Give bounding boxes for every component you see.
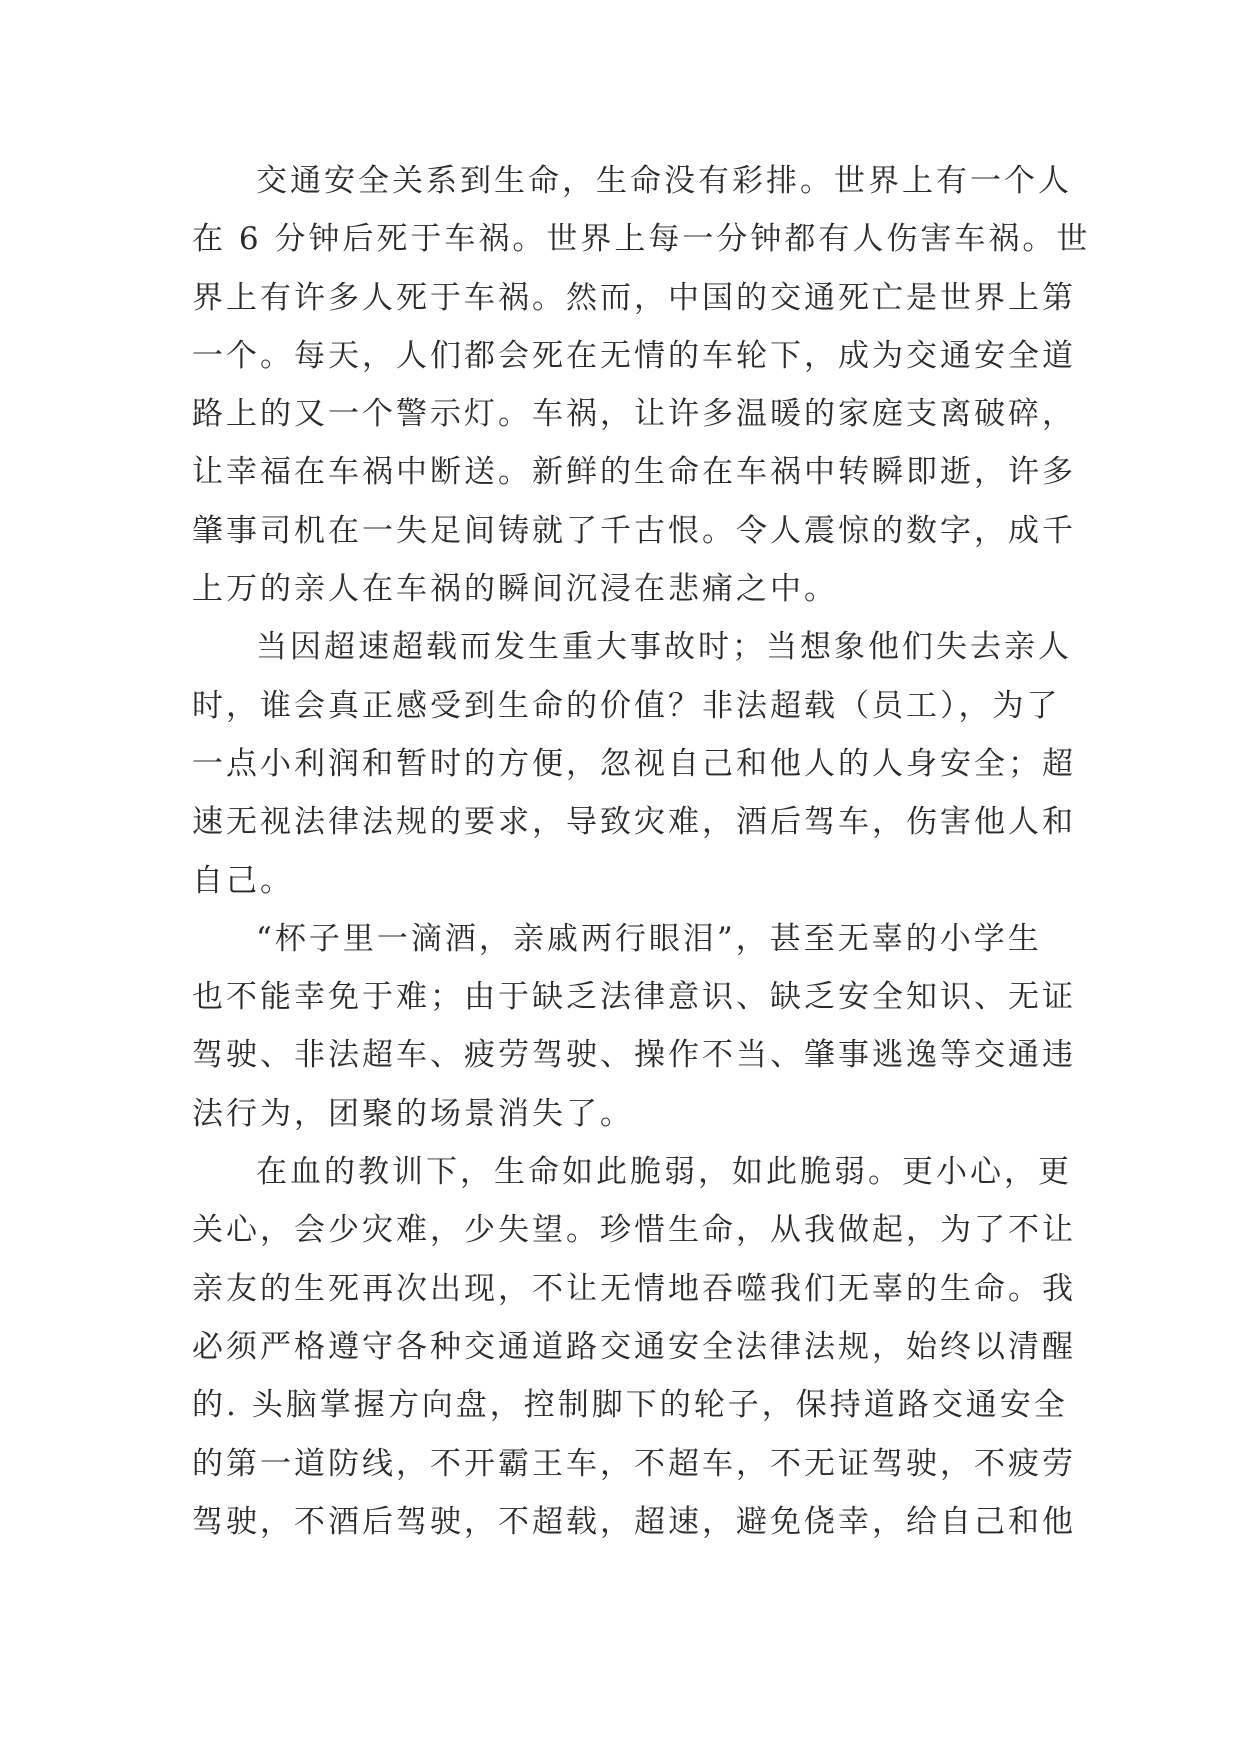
paragraph-3 xyxy=(192,910,1076,1143)
text-line: 在血的教训下，生命如此脆弱，如此脆弱。更小心，更 xyxy=(256,1154,1072,1191)
text-line: 一点小利润和暂时的方便，忽视自己和他人的人身安全；超 xyxy=(192,745,1076,782)
document-body xyxy=(192,152,1091,1551)
text-line: 速无视法律法规的要求，导致灾难，酒后驾车，伤害他人和 xyxy=(192,804,1076,841)
text-line: 在 6 分钟后死于车祸。世界上每一分钟都有人伤害车祸。世 xyxy=(192,221,1091,258)
paragraph-4 xyxy=(192,1143,1076,1551)
text-line: “杯子里一滴酒，亲戚两行眼泪”，甚至无辜的小学生 xyxy=(256,920,1042,957)
text-line: 交通安全关系到生命，生命没有彩排。世界上有一个人 xyxy=(256,163,1072,199)
text-line: 驾驶，不酒后驾驶，不超载，超速，避免侥幸，给自己和他 xyxy=(192,1503,1076,1540)
text-line: 时，谁会真正感受到生命的价值？非法超载（员工），为了 xyxy=(192,687,1061,724)
text-line: 让幸福在车祸中断送。新鲜的生命在车祸中转瞬即逝，许多 xyxy=(192,454,1076,491)
text-line: 肇事司机在一失足间铸就了千古恨。令人震惊的数字，成千 xyxy=(192,512,1076,549)
text-line: 也不能幸免于难；由于缺乏法律意识、缺乏安全知识、无证 xyxy=(192,979,1076,1016)
paragraph-2 xyxy=(192,618,1076,909)
text-line: 法行为，团聚的场景消失了。 xyxy=(192,1095,634,1132)
text-line: 关心，会少灾难，少失望。珍惜生命，从我做起，为了不让 xyxy=(192,1212,1076,1249)
text-line: 的. 头脑掌握方向盘，控制脚下的轮子，保持道路交通安全 xyxy=(192,1387,1068,1424)
text-line: 驾驶、非法超车、疲劳驾驶、操作不当、肇事逃逸等交通违 xyxy=(192,1037,1076,1074)
text-line: 必须严格遵守各种交通道路交通安全法律法规，始终以清醒 xyxy=(192,1328,1076,1365)
text-line: 自己。 xyxy=(192,862,294,899)
text-line: 的第一道防线，不开霸王车，不超车，不无证驾驶，不疲劳 xyxy=(192,1445,1076,1482)
text-line: 上万的亲人在车祸的瞬间沉浸在悲痛之中。 xyxy=(192,571,838,608)
text-line: 当因超速超载而发生重大事故时；当想象他们失去亲人 xyxy=(256,629,1072,666)
text-line: 界上有许多人死于车祸。然而，中国的交通死亡是世界上第 xyxy=(192,279,1076,316)
text-line: 一个。每天，人们都会死在无情的车轮下，成为交通安全道 xyxy=(192,337,1076,374)
text-line: 亲友的生死再次出现，不让无情地吞噬我们无辜的生命。我 xyxy=(192,1270,1076,1307)
text-line: 路上的又一个警示灯。车祸，让许多温暖的家庭支离破碎， xyxy=(192,396,1076,433)
paragraph-1 xyxy=(192,152,1091,618)
